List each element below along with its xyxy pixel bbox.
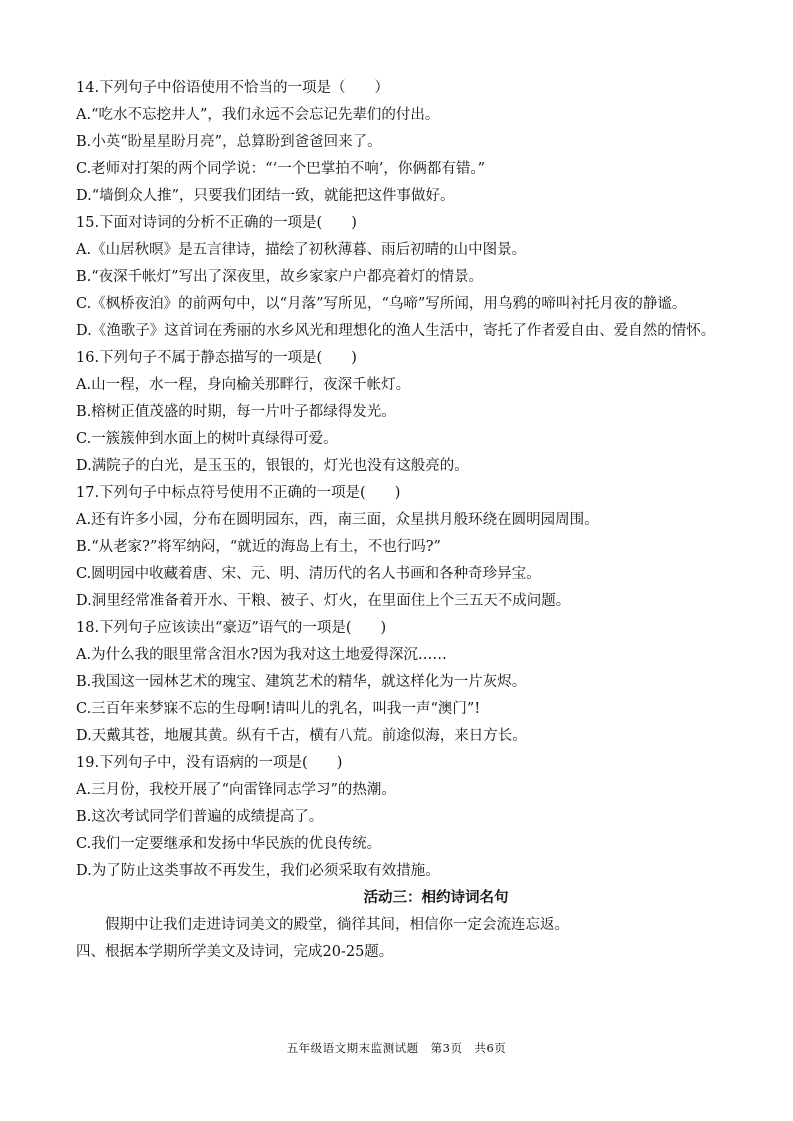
question-16-stem: 16.下列句子不属于静态描写的一项是( ) xyxy=(76,350,357,366)
question-16-option-d: D.满院子的白光，是玉玉的，银银的，灯光也没有这般亮的。 xyxy=(76,458,469,474)
question-17-option-b: B.“从老家?”将军纳闷，“就近的海岛上有土，不也行吗?” xyxy=(76,539,441,555)
question-19-option-c: C.我们一定要继承和发扬中华民族的优良传统。 xyxy=(76,836,382,852)
question-19-stem: 19.下列句子中，没有语病的一项是( ) xyxy=(76,755,343,771)
question-18-option-b: B.我国这一园林艺术的瑰宝、建筑艺术的精华，就这样化为一片灰烬。 xyxy=(76,674,527,690)
question-15-option-b: B.“夜深千帐灯”写出了深夜里，故乡家家户户都亮着灯的情景。 xyxy=(76,269,484,285)
activity-heading: 活动三：相约诗词名句 xyxy=(363,890,509,906)
exam-page xyxy=(76,75,736,966)
question-17-stem: 17.下列句子中标点符号使用不正确的一项是( ) xyxy=(76,485,401,501)
question-15-option-c: C.《枫桥夜泊》的前两句中，以“月落”写所见，“乌啼”写所闻，用乌鸦的啼叫衬托月夜的静谧。 xyxy=(76,296,687,312)
question-17-option-d: D.洞里经常准备着开水、干粮、被子、灯火，在里面住上个三五天不成问题。 xyxy=(76,593,571,609)
question-18-stem: 18.下列句子应该读出“豪迈”语气的一项是( ) xyxy=(76,620,387,636)
question-18-option-a: A.为什么我的眼里常含泪水?因为我对这土地爱得深沉…… xyxy=(76,647,447,663)
question-18-option-d: D.天戴其苍，地履其黄。纵有千古，横有八荒。前途似海，来日方长。 xyxy=(76,728,527,744)
section-four-title: 四、根据本学期所学美文及诗词，完成20-25题。 xyxy=(76,944,394,960)
question-14-stem: 14.下列句子中俗语使用不恰当的一项是（ ） xyxy=(76,80,390,96)
question-18-option-c: C.三百年来梦寐不忘的生母啊!请叫儿的乳名，叫我一声“澳门”! xyxy=(76,701,481,717)
question-14-option-d: D.“墙倒众人推”，只要我们团结一致，就能把这件事做好。 xyxy=(76,188,455,204)
question-14-option-b: B.小英“盼星星盼月亮”，总算盼到爸爸回来了。 xyxy=(76,134,382,150)
question-19-option-d: D.为了防止这类事故不再发生，我们必须采取有效措施。 xyxy=(76,863,440,879)
question-19-option-a: A.三月份，我校开展了“向雷锋同志学习”的热潮。 xyxy=(76,782,396,798)
question-17-option-a: A.还有许多小园，分布在圆明园东，西，南三面，众星拱月般环绕在圆明园周围。 xyxy=(76,512,599,528)
question-16-option-b: B.榕树正值茂盛的时期，每一片叶子都绿得发光。 xyxy=(76,404,396,420)
question-16-option-a: A.山一程，水一程，身向榆关那畔行，夜深千帐灯。 xyxy=(76,377,411,393)
question-14-option-a: A.“吃水不忘挖井人”，我们永远不会忘记先辈们的付出。 xyxy=(76,107,440,123)
question-14-option-c: C.老师对打架的两个同学说：“‘一个巴掌拍不响’，你俩都有错。” xyxy=(76,161,485,177)
question-15-option-a: A.《山居秋暝》是五言律诗，描绘了初秋薄暮、雨后初晴的山中图景。 xyxy=(76,242,527,258)
question-16-option-c: C.一簇簇伸到水面上的树叶真绿得可爱。 xyxy=(76,431,338,447)
activity-intro: 假期中让我们走进诗词美文的殿堂，徜徉其间，相信你一定会流连忘返。 xyxy=(105,917,569,933)
page-footer: 五年级语文期末监测试题 第3页 共6页 xyxy=(286,1041,507,1055)
question-15-option-d: D.《渔歌子》这首词在秀丽的水乡风光和理想化的渔人生活中，寄托了作者爱自由、爱自然的情怀。 xyxy=(76,323,716,339)
question-19-option-b: B.这次考试同学们普遍的成绩提高了。 xyxy=(76,809,324,825)
question-17-option-c: C.圆明园中收藏着唐、宋、元、明、清历代的名人书画和各种奇珍异宝。 xyxy=(76,566,541,582)
question-15-stem: 15.下面对诗词的分析不正确的一项是( ) xyxy=(76,215,357,231)
